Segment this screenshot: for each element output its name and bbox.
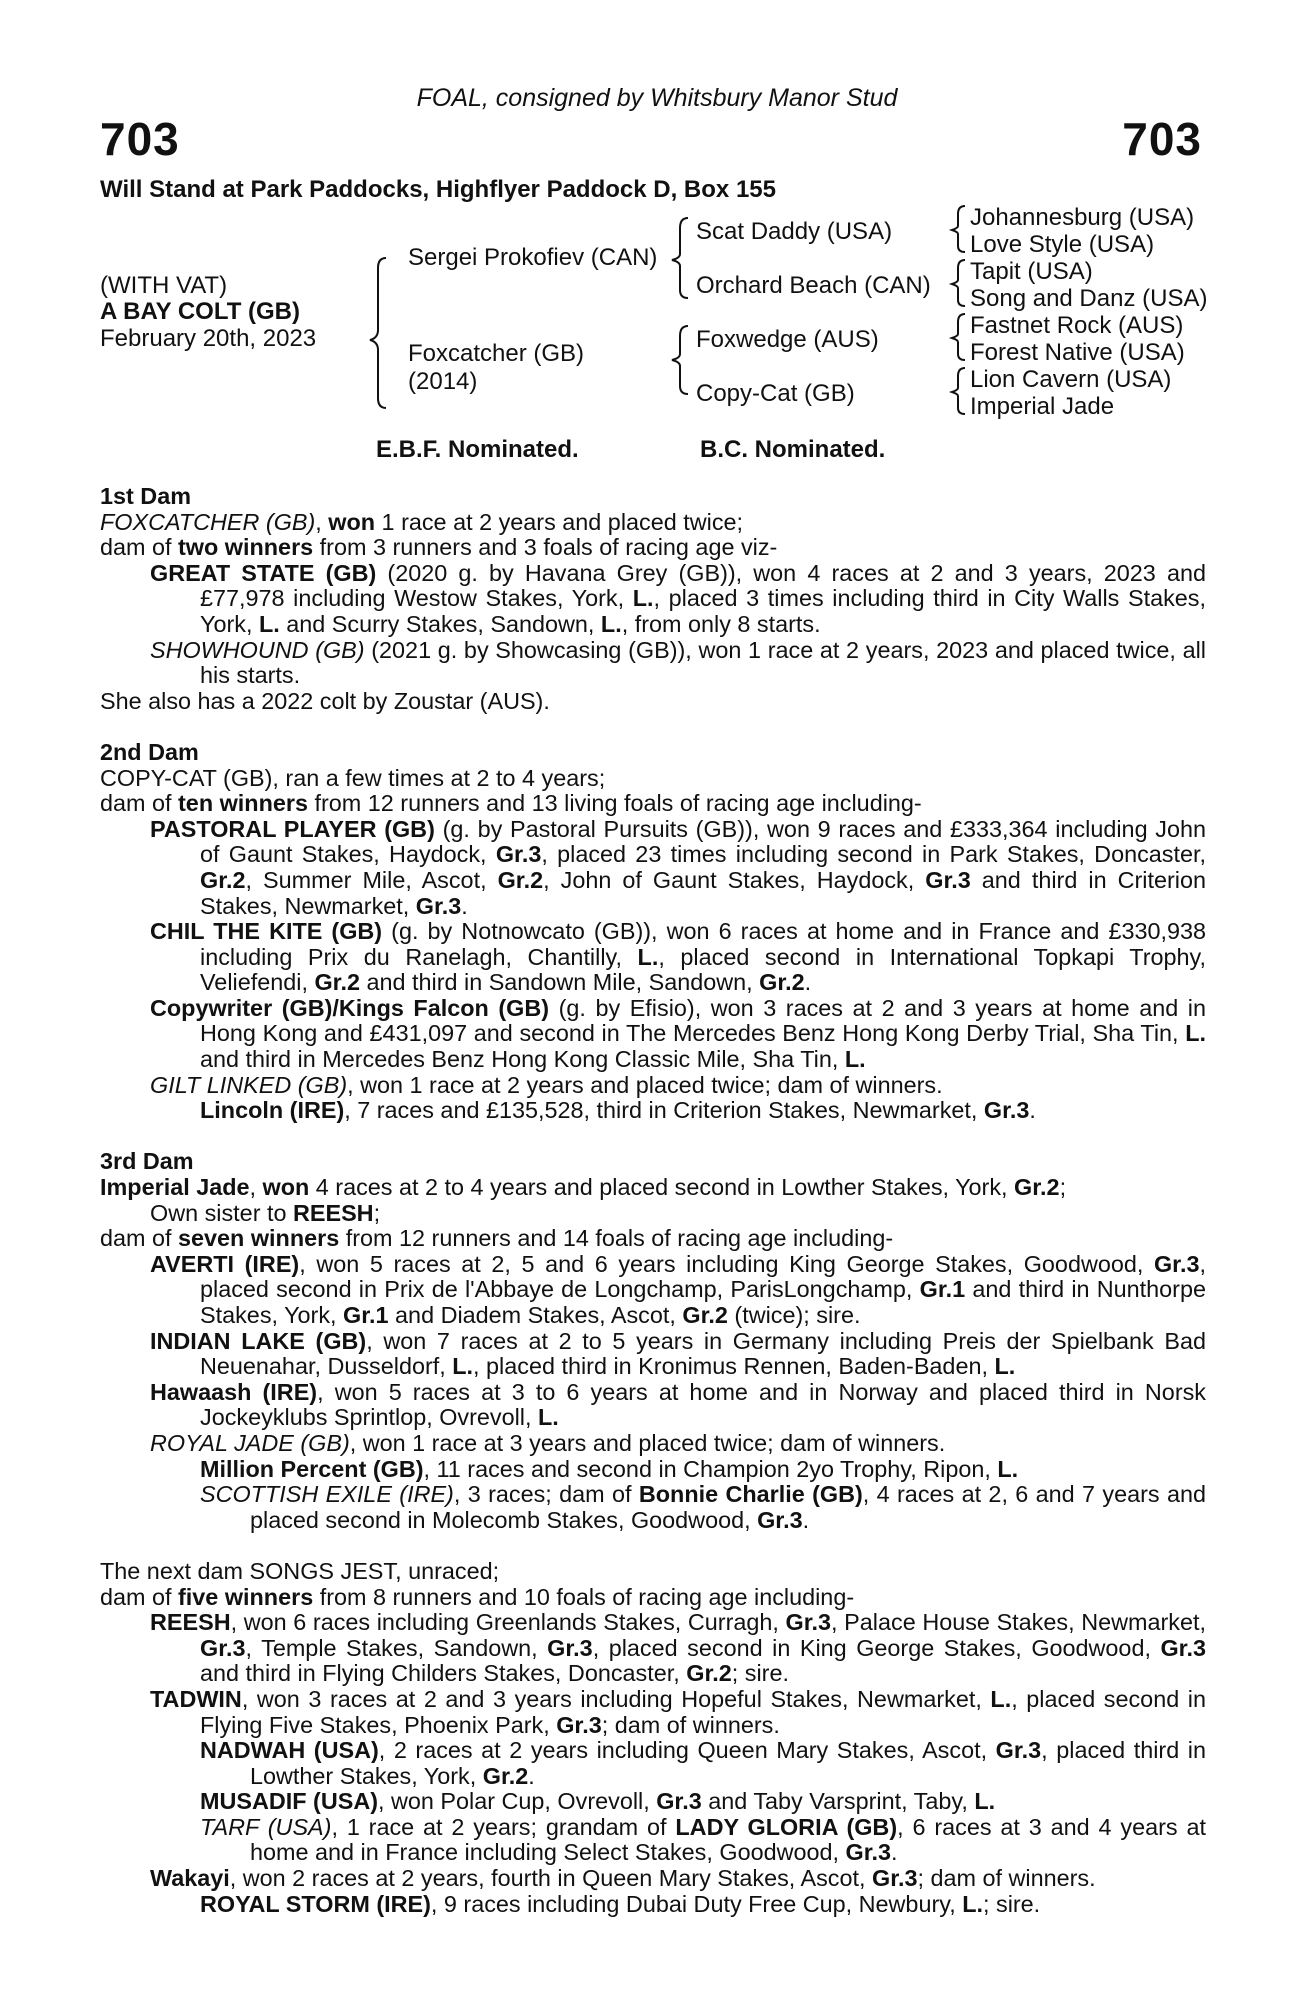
sire-dam: Orchard Beach (CAN) [696,272,931,299]
ancestor-5: Fastnet Rock (AUS) [970,312,1184,339]
entry-hawaash: Hawaash (IRE), won 5 races at 3 to 6 years at home and in Norway and placed third in Norsk Jockeyklubs Sprintlop, Ovrevoll, L. [150,1378,1206,1431]
third-dam-sister: Own sister to REESH; [150,1199,381,1226]
entry-gilt-linked: GILT LINKED (GB), won 1 race at 2 years and placed twice; dam of winners. [150,1071,943,1098]
entry-lincoln: Lincoln (IRE), 7 races and £135,528, third in Criterion Stakes, Newmarket, Gr.3. [200,1097,1036,1124]
dam: Foxcatcher (GB) [408,340,585,367]
sire-sire: Scat Daddy (USA) [696,218,893,245]
second-dam-line: COPY-CAT (GB), ran a few times at 2 to 4 years; [100,764,606,791]
first-dam-note: She also has a 2022 colt by Zoustar (AUS). [100,687,550,714]
second-dam-heading: 2nd Dam [100,738,199,765]
entry-wakayi: Wakayi, won 2 races at 2 years, fourth in Queen Mary Stakes, Ascot, Gr.3; dam of winners. [150,1865,1096,1892]
dam-year: (2014) [408,368,478,395]
entry-averti: AVERTI (IRE), won 5 races at 2, 5 and 6 years including King George Stakes, Goodwood, Gr.3, placed second in Prix de l'Abbaye de Longchamp, ParisLongchamp, Gr.1 and third in Nunthorpe Stakes, York, Gr.1 and Diadem Stakes, Ascot, Gr.2 (twice); sire. [150,1250,1206,1328]
entry-tadwin: TADWIN, won 3 races at 2 and 3 years including Hopeful Stakes, Newmarket, L., placed second in Flying Five Stakes, Phoenix Park, Gr.3; dam of winners. [150,1685,1206,1738]
next-dam-produce: dam of five winners from 8 runners and 10 foals of racing age including- [100,1583,855,1610]
entry-pastoral-player: PASTORAL PLAYER (GB) (g. by Pastoral Pursuits (GB)), won 9 races and £333,364 including John of Gaunt Stakes, Haydock, Gr.3, placed 23 times including second in Park Stakes, Doncaster, Gr.2, Summer Mile, Ascot, Gr.2, John of Gaunt Stakes, Haydock, Gr.3 and third in Criterion Stakes, Newmarket, Gr.3. [150,815,1206,919]
entry-showhound: SHOWHOUND (GB) (2021 g. by Showcasing (GB)), won 1 race at 2 years, 2023 and placed twice, all his starts. [150,636,1206,689]
ancestor-2: Love Style (USA) [970,231,1155,258]
ancestor-6: Forest Native (USA) [970,339,1185,366]
ancestor-8: Imperial Jade [970,393,1115,420]
entry-scottish-exile: SCOTTISH EXILE (IRE), 3 races; dam of Bonnie Charlie (GB), 4 races at 2, 6 and 7 years and placed second in Molecomb Stakes, Goodwood, Gr.3. [200,1481,1206,1533]
entry-indian-lake: INDIAN LAKE (GB), won 7 races at 2 to 5 years in Germany including Preis der Spielbank Bad Neuenahar, Dusseldorf, L., placed third in Kronimus Rennen, Baden-Baden, L. [150,1327,1207,1380]
ebf-nomination: E.B.F. Nominated. [376,436,579,463]
ancestor-4: Song and Danz (USA) [970,285,1208,312]
third-dam-produce: dam of seven winners from 12 runners and 14 foals of racing age including- [100,1225,894,1252]
lot-number-left: 703 [100,113,180,165]
stand-location: Will Stand at Park Paddocks, Highflyer Paddock D, Box 155 [100,176,776,203]
first-dam-line: FOXCATCHER (GB), won 1 race at 2 years and placed twice; [100,508,744,535]
consignment-line: FOAL, consigned by Whitsbury Manor Stud [416,84,898,112]
second-dam-produce: dam of ten winners from 12 runners and 13 living foals of racing age including- [100,790,922,817]
entry-copywriter: Copywriter (GB)/Kings Falcon (GB) (g. by Efisio), won 3 races at 2 and 3 years at home and in Hong Kong and £431,097 and second in The Mercedes Benz Hong Kong Derby Trial, Sha Tin, L. and third in Mercedes Benz Hong Kong Classic Mile, Sha Tin, L. [150,994,1206,1073]
entry-tarf: TARF (USA), 1 race at 2 years; grandam of LADY GLORIA (GB), 6 races at 3 and 4 years at home and in France including Select Stakes, Goodwood, Gr.3. [200,1813,1206,1866]
catalogue-body [100,484,1206,1917]
ancestor-7: Lion Cavern (USA) [970,366,1172,393]
vat-note: (WITH VAT) [100,272,228,299]
next-dam-line: The next dam SONGS JEST, unraced; [100,1557,500,1584]
third-dam-line: Imperial Jade, won 4 races at 2 to 4 years and placed second in Lowther Stakes, York, Gr.2; [100,1174,1067,1201]
bc-nomination: B.C. Nominated. [700,436,886,463]
third-dam-heading: 3rd Dam [100,1148,194,1175]
entry-musadif: MUSADIF (USA), won Polar Cup, Ovrevoll, Gr.3 and Taby Varsprint, Taby, L. [200,1788,996,1815]
entry-chil-the-kite: CHIL THE KITE (GB) (g. by Notnowcato (GB)), won 6 races at home and in France and £330,938 including Prix du Ranelagh, Chantilly, L., placed second in International Topkapi Trophy, Veliefendi, Gr.2 and third in Sandown Mile, Sandown, Gr.2. [150,918,1206,996]
entry-royal-storm: ROYAL STORM (IRE), 9 races including Dubai Duty Free Cup, Newbury, L.; sire. [200,1890,1041,1917]
dam-sire: Foxwedge (AUS) [696,326,879,353]
sire: Sergei Prokofiev (CAN) [408,244,658,271]
first-dam-produce: dam of two winners from 3 runners and 3 foals of racing age viz- [100,534,778,561]
entry-great-state: GREAT STATE (GB) (2020 g. by Havana Grey (GB)), won 4 races at 2 and 3 years, 2023 and £77,978 including Westow Stakes, York, L., placed 3 times including third in City Walls Stakes, York, L. and Scurry Stakes, Sandown, L., from only 8 starts. [150,559,1206,637]
first-dam-heading: 1st Dam [100,483,192,509]
entry-royal-jade: ROYAL JADE (GB), won 1 race at 3 years and placed twice; dam of winners. [150,1429,946,1456]
horse-name: A BAY COLT (GB) [100,298,301,325]
dam-dam: Copy-Cat (GB) [696,380,855,407]
entry-nadwah: NADWAH (USA), 2 races at 2 years including Queen Mary Stakes, Ascot, Gr.3, placed third in Lowther Stakes, York, Gr.2. [200,1737,1206,1789]
entry-reesh: REESH, won 6 races including Greenlands Stakes, Curragh, Gr.3, Palace House Stakes, Newmarket, Gr.3, Temple Stakes, Sandown, Gr.3, placed second in King George Stakes, Goodwood, Gr.3 and third in Flying Childers Stakes, Doncaster, Gr.2; sire. [150,1609,1206,1687]
foaling-date: February 20th, 2023 [100,325,317,352]
entry-million-percent: Million Percent (GB), 11 races and second in Champion 2yo Trophy, Ripon, L. [200,1455,1019,1482]
ancestor-1: Johannesburg (USA) [970,204,1195,231]
ancestor-3: Tapit (USA) [970,258,1093,285]
lot-number-right: 703 [1122,113,1202,165]
